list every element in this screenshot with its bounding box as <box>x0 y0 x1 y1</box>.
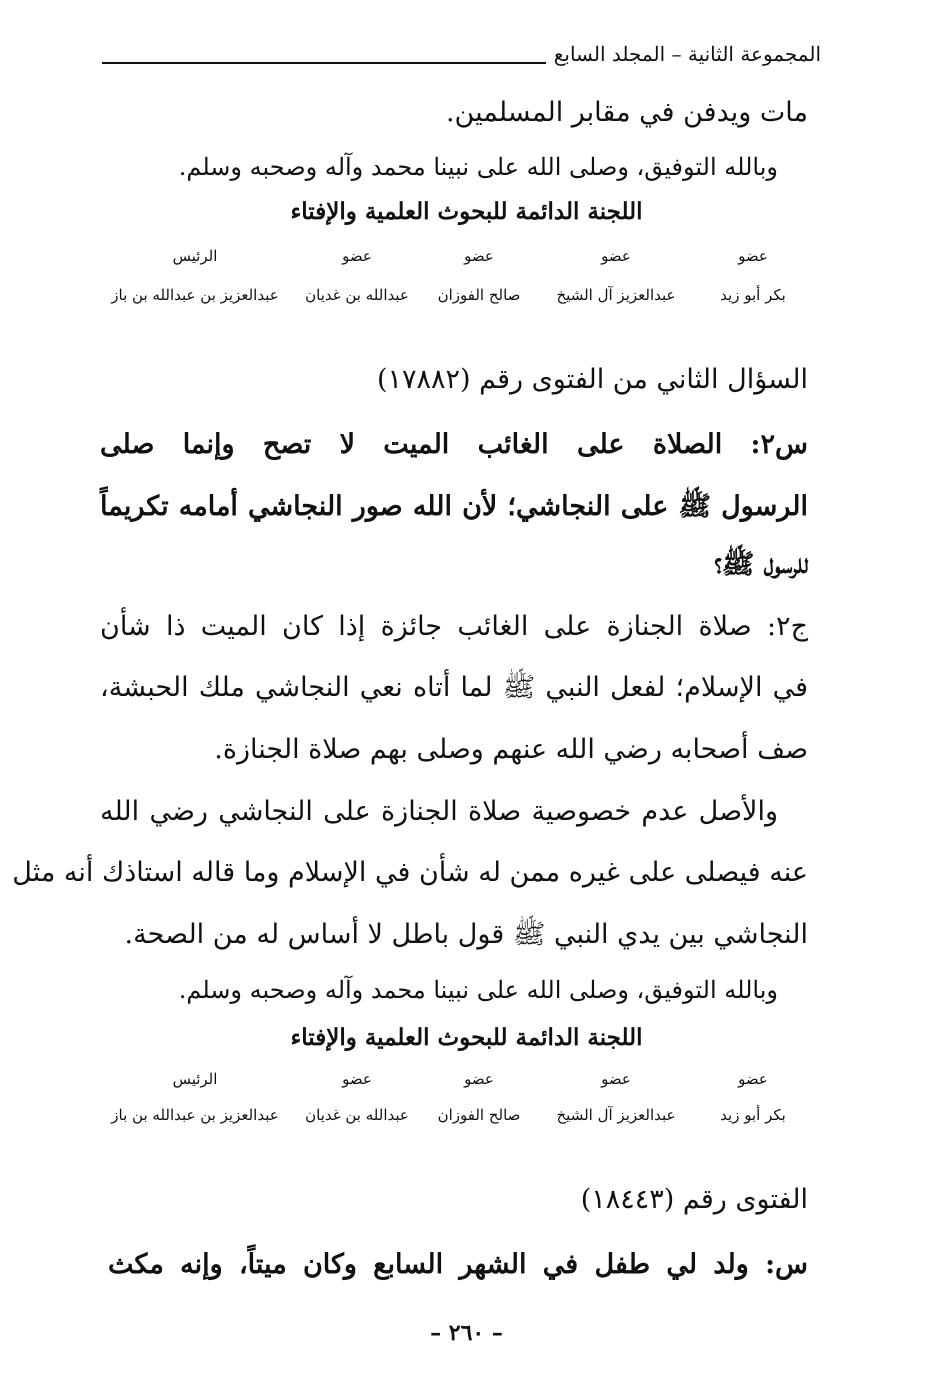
signature-name: بكر أبو زيد <box>720 286 786 304</box>
signature-title: عضو <box>601 247 631 265</box>
answer-2-line: صف أصحابه رضي الله عنهم وصلى بهم صلاة الجنازة. <box>214 734 808 765</box>
committee-name-2: اللجنة الدائمة للبحوث العلمية والإفتاء <box>290 1024 643 1051</box>
question-2-line: الرسول ﷺ على النجاشي؛ لأن الله صور النجاشي أمامه تكريماً <box>100 491 808 522</box>
signature-names-2 <box>100 1106 808 1124</box>
signature-titles-2 <box>100 1070 808 1088</box>
signature-name: عبدالعزيز آل الشيخ <box>556 286 676 304</box>
signature-titles-1 <box>100 247 808 265</box>
signature-name: عبدالله بن غديان <box>305 286 409 304</box>
closing-formula-1: وبالله التوفيق، وصلى الله على نبينا محمد وآله وصحبه وسلم. <box>178 153 778 181</box>
page-number: – ٢٦٠ – <box>430 1320 503 1346</box>
committee-name-1: اللجنة الدائمة للبحوث العلمية والإفتاء <box>290 198 643 225</box>
question-2-heading: السؤال الثاني من الفتوى رقم (١٧٨٨٢) <box>376 364 808 395</box>
answer-2-line: عنه فيصلى على غيره ممن له شأن في الإسلام وما قاله استاذك أنه مثل <box>12 857 808 888</box>
signature-title: عضو <box>342 1070 372 1088</box>
signature-title: عضو <box>464 247 494 265</box>
answer-2-line: في الإسلام؛ لفعل النبي ﷺ لما أتاه نعي النجاشي ملك الحبشة، <box>100 672 808 703</box>
signature-names-1 <box>100 286 808 304</box>
running-header <box>102 42 821 70</box>
signature-title: الرئيس <box>172 247 218 265</box>
signature-title: عضو <box>464 1070 494 1088</box>
signature-title: عضو <box>738 247 768 265</box>
signature-name: عبدالعزيز آل الشيخ <box>556 1106 676 1124</box>
closing-formula-2: وبالله التوفيق، وصلى الله على نبينا محمد وآله وصحبه وسلم. <box>178 976 778 1004</box>
fatwa-3-heading: الفتوى رقم (١٨٤٤٣) <box>580 1184 808 1215</box>
question-2-line: للرسول ﷺ؟ <box>714 549 808 580</box>
previous-answer-tail: مات ويدفن في مقابر المسلمين. <box>445 97 808 128</box>
question-3-line: س: ولد لي طفل في الشهر السابع وكان ميتاً، وإنه مكث <box>108 1249 808 1280</box>
signature-title: الرئيس <box>172 1070 218 1088</box>
answer-2-line: ج٢: صلاة الجنازة على الغائب جائزة إذا كان الميت ذا شأن <box>100 611 808 642</box>
signature-name: صالح الفوزان <box>437 1106 521 1124</box>
signature-name: بكر أبو زيد <box>720 1106 786 1124</box>
answer-2-line: النجاشي بين يدي النبي ﷺ قول باطل لا أساس له من الصحة. <box>124 919 808 950</box>
header-title: المجموعة الثانية – المجلد السابع <box>546 42 821 66</box>
signature-name: صالح الفوزان <box>437 286 521 304</box>
signature-name: عبدالله بن غديان <box>305 1106 409 1124</box>
signature-name: عبدالعزيز بن عبدالله بن باز <box>111 286 279 304</box>
signature-name: عبدالعزيز بن عبدالله بن باز <box>111 1106 279 1124</box>
signature-title: عضو <box>738 1070 768 1088</box>
answer-2-line: والأصل عدم خصوصية صلاة الجنازة على النجاشي رضي الله <box>100 796 778 827</box>
signature-title: عضو <box>342 247 372 265</box>
signature-title: عضو <box>601 1070 631 1088</box>
question-2-line: س٢: الصلاة على الغائب الميت لا تصح وإنما صلى <box>100 429 808 460</box>
